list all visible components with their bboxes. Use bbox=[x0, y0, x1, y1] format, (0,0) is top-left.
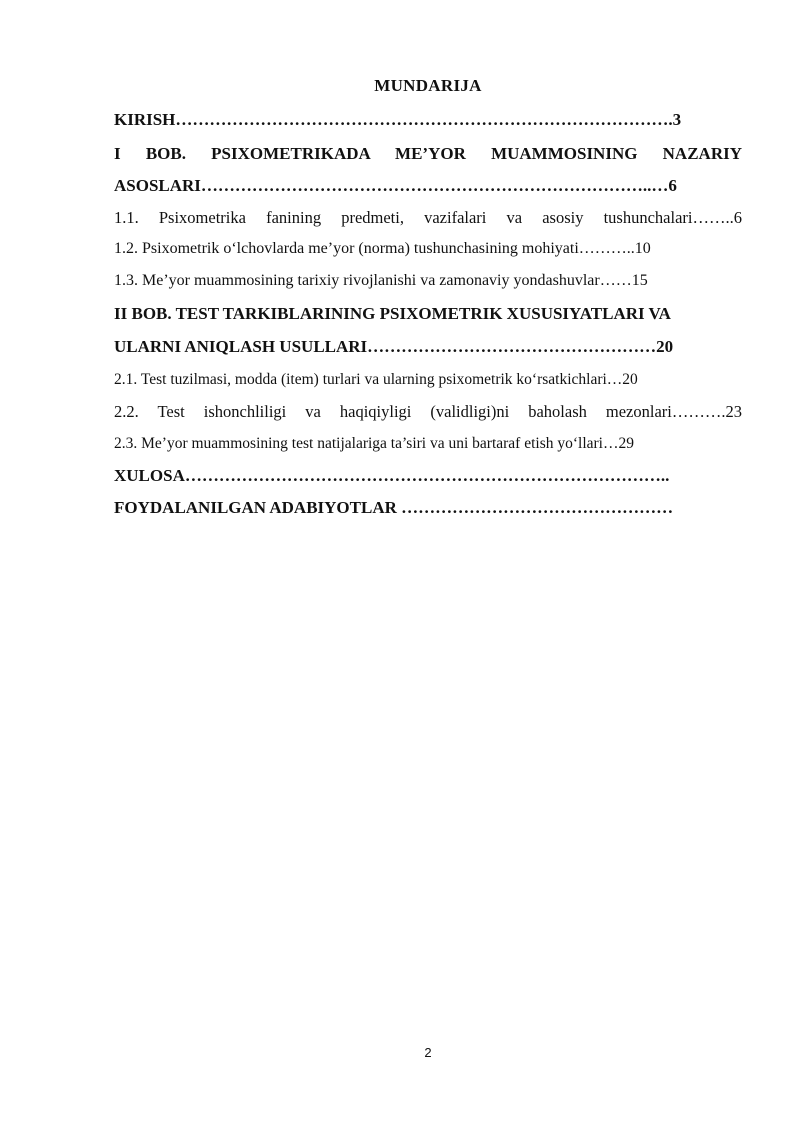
toc-entry-2-1: 2.1. Test tuzilmasi, modda (item) turlari va ularning psixometrik ko‘rsatkichlari…20 bbox=[114, 371, 638, 388]
toc-entry-2-3: 2.3. Me’yor muammosining test natijalariga ta’siri va uni bartaraf etish yo‘llari…29 bbox=[114, 435, 634, 452]
page-number: 2 bbox=[424, 1045, 432, 1060]
page-title: MUNDARIJA bbox=[374, 76, 482, 95]
toc-entry-chapter-1-title-cont: ASOSLARI……………………………………………………………………..…6 bbox=[114, 176, 677, 195]
toc-entry-kirish: KIRISH…………………………………………………………………………….3 bbox=[114, 110, 682, 129]
toc-entry-2-2: 2.2. Test ishonchliligi va haqiqiyligi (validligi)ni baholash mezonlari……….23 bbox=[114, 402, 742, 421]
toc-entry-1-1: 1.1. Psixometrika fanining predmeti, vazifalari va asosiy tushunchalari……..6 bbox=[114, 208, 742, 227]
toc-entry-chapter-2-title: II BOB. TEST TARKIBLARINING PSIXOMETRIK XUSUSIYATLARI VA bbox=[114, 304, 671, 323]
toc-entry-chapter-2-title-cont: ULARNI ANIQLASH USULLARI……………………………………………20 bbox=[114, 337, 674, 356]
toc-entry-adabiyotlar: FOYDALANILGAN ADABIYOTLAR ………………………………………… bbox=[114, 498, 674, 517]
toc-entry-1-2: 1.2. Psixometrik o‘lchovlarda me’yor (norma) tushunchasining mohiyati………..10 bbox=[114, 240, 651, 257]
toc-entry-chapter-1-title: I BOB. PSIXOMETRIKADA ME’YOR MUAMMOSINING NAZARIY bbox=[114, 144, 742, 163]
toc-entry-xulosa: XULOSA………………………………………………………………………….. bbox=[114, 466, 670, 485]
toc-entry-1-3: 1.3. Me’yor muammosining tarixiy rivojlanishi va zamonaviy yondashuvlar……15 bbox=[114, 272, 648, 289]
